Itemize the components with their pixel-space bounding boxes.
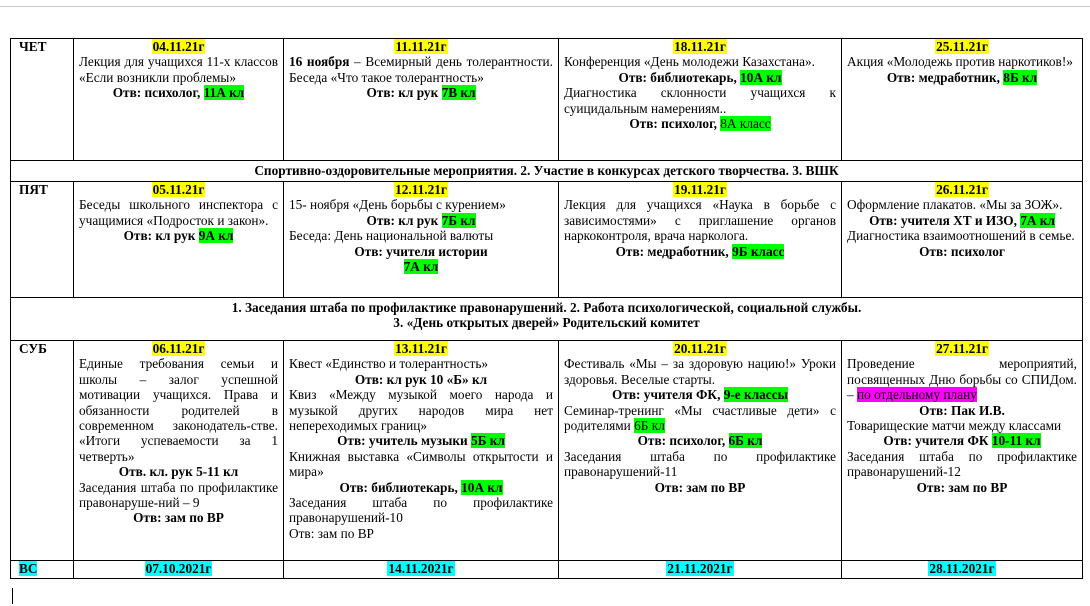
event-text: Беседы школьного инспектора с учащимися «Подросток и закон». (79, 197, 278, 228)
date-label: 11.11.21г (395, 39, 447, 54)
date-label: 19.11.21г (674, 182, 726, 197)
responsible-text: Отв: психолог (919, 243, 1005, 259)
responsible-text: Отв: учителя ФК (883, 433, 992, 449)
date-label: 21.11.2021г (667, 561, 733, 576)
class-badge: 6Б кл (634, 418, 665, 434)
event-text: – Всемирный день толерантности. Беседа «Что такое толерантность» (289, 54, 554, 85)
responsible-text: Отв: кл рук (366, 85, 442, 101)
schedule-table (10, 38, 1083, 579)
plan-badge: по отдельному плану (856, 387, 977, 403)
class-badge: 8А класс (720, 116, 771, 132)
cell-fri-4 (842, 182, 1083, 298)
cell-sat-4 (842, 341, 1083, 561)
event-text: Заседания штаба по профилактике правонарушений-12 (847, 448, 1077, 480)
cell-sat-2 (284, 341, 559, 561)
responsible-text: Отв: медработник, (886, 69, 1004, 85)
band-text: Спортивно-оздоровительные мероприятия. 2. Участие в конкурсах детского творчества. 3. ВШК (11, 161, 1083, 182)
class-badge: 11А кл (203, 85, 245, 101)
event-text: Книжная выставка «Символы открытости и мира» (289, 448, 553, 480)
event-text: Отв: зам по ВР (289, 525, 374, 541)
date-label: 04.11.21г (152, 39, 205, 54)
event-text: Семинар-тренинг «Мы счастливые дети» с родителями (564, 402, 836, 434)
text-cursor (12, 588, 13, 604)
band-text: 1. Заседания штаба по профилактике правонарушений. 2. Работа психологической, социальной службы. (231, 300, 862, 315)
event-text: Конференция «День молодежи Казахстана». (564, 54, 815, 70)
date-label: 13.11.21г (395, 341, 447, 356)
date-label: 06.11.21г (152, 341, 205, 356)
responsible-text: Отв: учителя истории (354, 243, 488, 259)
cell-thu-1 (74, 39, 284, 161)
event-text: Квиз «Между музыкой моего народа и музыкой других народов мира нет непереходимых границ» (289, 387, 553, 434)
responsible-text: Отв. кл. рук 5-11 кл (118, 464, 239, 480)
responsible-text: Отв: кл рук 10 «Б» кл (354, 371, 488, 387)
date-label: 20.11.21г (674, 341, 726, 356)
date-label: 27.11.21г (936, 341, 988, 356)
event-text: Единые требования семьи и школы – залог успешной мотивации учащихся. Права и обязанности родителей в современном законодатель-стве. «Итоги успеваемости за 1 четверть» (79, 356, 278, 464)
band-text: 3. «День открытых дверей» Родительский комитет (393, 315, 700, 331)
class-badge: 9-е классы (723, 387, 788, 403)
event-text: Фестиваль «Мы – за здоровую нацию!» Уроки здоровья. Веселые старты. (564, 356, 836, 387)
table-row-band-2 (11, 298, 1083, 341)
responsible-text: Отв: кл рук (366, 212, 442, 228)
cell-fri-3 (559, 182, 842, 298)
date-label: 18.11.21г (674, 39, 726, 54)
event-bold-lead: 16 ноября (289, 54, 350, 70)
responsible-text: Отв: учителя ФК, (611, 387, 724, 403)
cell-fri-2 (284, 182, 559, 298)
table-row-thursday (11, 39, 1083, 161)
class-badge: 10А кл (740, 69, 782, 85)
event-text: Проведение мероприятий, посвященных Дню борьбы со СПИДом. – (847, 356, 1077, 403)
date-label: 12.11.21г (395, 182, 447, 197)
event-text: Заседания штаба по профилактике правонарушений-11 (564, 448, 836, 480)
cell-sat-3 (559, 341, 842, 561)
date-label: 25.11.21г (936, 39, 988, 54)
responsible-text: Отв: психолог, (112, 85, 204, 101)
responsible-text: Отв: библиотекарь, (618, 69, 741, 85)
event-text: Лекция для учащихся «Наука в борьбе с зависимостями» с приглашение органов наркоконтроля, врача нарколога. (564, 197, 836, 244)
event-text: Товарищеские матчи между классами (847, 418, 1062, 434)
date-label: 28.11.2021г (929, 561, 995, 576)
date-label: 05.11.21г (152, 182, 205, 197)
class-badge: 8Б кл (1003, 69, 1038, 85)
class-badge: 7А кл (403, 259, 439, 275)
responsible-text: Отв: учитель музыки (337, 433, 472, 449)
band-cell (11, 298, 1083, 341)
class-badge: 10-11 кл (991, 433, 1041, 449)
responsible-text: Отв: зам по ВР (654, 479, 746, 495)
class-badge: 6Б кл (728, 433, 763, 449)
event-text: Диагностика взаимоотношений в семье. (847, 228, 1075, 244)
day-label: СУБ (11, 341, 74, 561)
event-text: Заседания штаба по профилактике правонарушений-10 (289, 495, 553, 526)
page-top-border (0, 6, 1090, 7)
event-text: Акция «Молодежь против наркотиков!» (847, 54, 1073, 70)
event-text: Диагностика склонности учащихся к суицидальным намерениям.. (564, 85, 836, 116)
event-text: Лекция для учащихся 11-х классов «Если возникли проблемы» (79, 54, 278, 85)
event-text: Беседа: День национальной валюты (289, 228, 494, 244)
responsible-text: Отв: Пак И.В. (919, 402, 1005, 418)
cell-thu-4 (842, 39, 1083, 161)
date-label: 26.11.21г (936, 182, 988, 197)
table-row-sunday (11, 561, 1083, 579)
event-text: Заседания штаба по профилактике правонаруше-ний – 9 (79, 479, 278, 511)
responsible-text: Отв: медработник, (615, 243, 733, 259)
responsible-text: Отв: кл рук (123, 228, 199, 244)
day-label: ВС (19, 561, 38, 576)
class-badge: 10А кл (461, 479, 503, 495)
table-row-band-1 (11, 161, 1083, 182)
day-label: ПЯТ (11, 182, 74, 298)
responsible-text: Отв: библиотекарь, (339, 479, 462, 495)
responsible-text: Отв: психолог, (637, 433, 729, 449)
event-text: 15- ноября «День борьбы с курением» (289, 197, 506, 213)
event-text: Оформление плакатов. «Мы за ЗОЖ». (847, 197, 1063, 213)
cell-thu-2 (284, 39, 559, 161)
responsible-text: Отв: зам по ВР (916, 479, 1008, 495)
date-label: 07.10.2021г (145, 561, 212, 576)
event-text: Квест «Единство и толерантность» (289, 356, 489, 372)
responsible-text: Отв: зам по ВР (133, 510, 224, 526)
date-label: 14.11.2021г (388, 561, 454, 576)
responsible-text: Отв: психолог, (629, 116, 721, 132)
class-badge: 9А кл (198, 228, 234, 244)
cell-fri-1 (74, 182, 284, 298)
class-badge: 5Б кл (471, 433, 505, 449)
class-badge: 7А кл (1020, 212, 1055, 228)
class-badge: 9Б класс (732, 243, 785, 259)
cell-thu-3 (559, 39, 842, 161)
class-badge: 7В кл (441, 85, 476, 101)
responsible-text: Отв: учителя ХТ и ИЗО, (869, 212, 1021, 228)
table-row-friday (11, 182, 1083, 298)
table-row-saturday (11, 341, 1083, 561)
class-badge: 7Б кл (441, 212, 476, 228)
day-label: ЧЕТ (11, 39, 74, 161)
cell-sat-1 (74, 341, 284, 561)
